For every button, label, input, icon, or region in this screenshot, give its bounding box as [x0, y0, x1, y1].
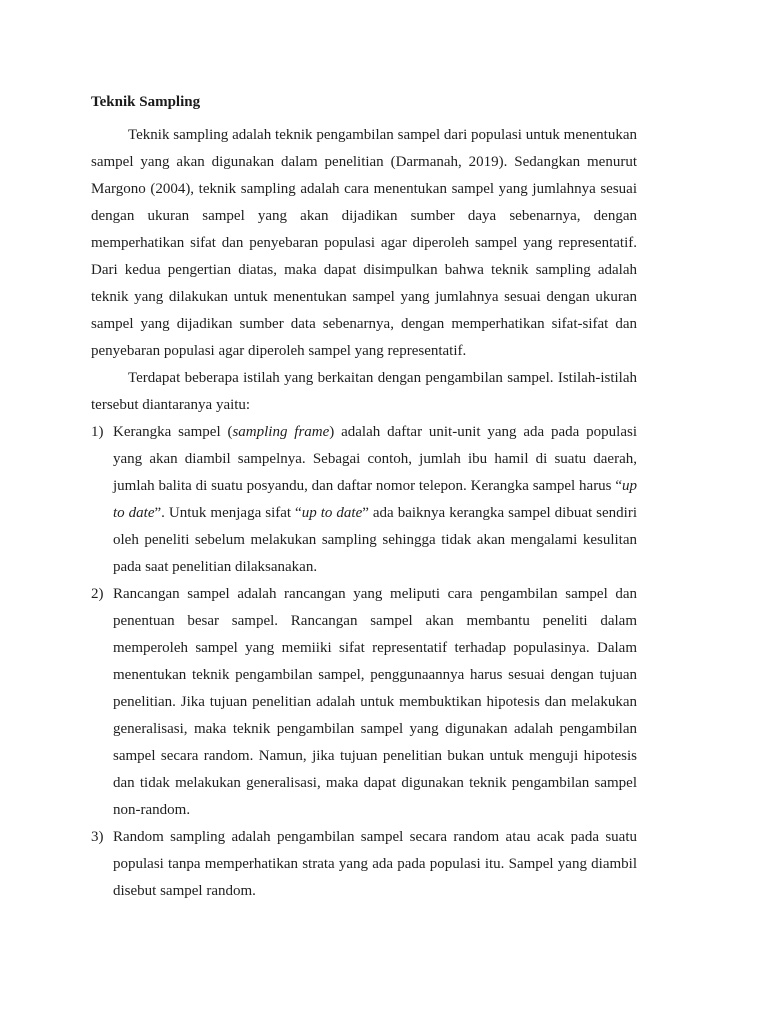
list-item [91, 824, 637, 905]
term-list [91, 419, 637, 905]
text-segment: ) adalah daftar unit-unit yang ada pada populasi yang akan diambil sampelnya. Sebagai contoh, jumlah ibu hamil di suatu daerah, jumlah balita di suatu posyandu, dan daftar nomor telepon. Kerangka sampel harus “ [113, 424, 637, 494]
list-number: 2) [91, 586, 104, 602]
italic-term: sampling frame [232, 424, 330, 440]
text-segment: Kerangka sampel ( [113, 424, 233, 440]
list-number: 3) [91, 829, 104, 845]
document-body [91, 122, 637, 905]
text-segment: ”. Untuk menjaga sifat “ [154, 505, 302, 521]
section-heading: Teknik Sampling [91, 94, 201, 110]
paragraph-intro-list: Terdapat beberapa istilah yang berkaitan dengan pengambilan sampel. Istilah-istilah tersebut diantaranya yaitu: [91, 370, 637, 413]
italic-term: up to date [301, 505, 363, 521]
list-item-text: Random sampling adalah pengambilan sampel secara random atau acak pada suatu populasi tanpa memperhatikan strata yang ada pada populasi itu. Sampel yang diambil disebut sampel random. [113, 829, 637, 899]
italic-term: up to date [113, 478, 637, 521]
list-number: 1) [91, 424, 104, 440]
paragraph-definition: Teknik sampling adalah teknik pengambilan sampel dari populasi untuk menentukan sampel yang akan digunakan dalam penelitian (Darmanah, 2019). Sedangkan menurut Margono (2004), teknik sampling adalah cara menentukan sampel yang jumlahnya sesuai dengan ukuran sampel yang akan dijadikan sumber daya sebenarnya, dengan memperhatikan sifat dan penyebaran populasi agar diperoleh sampel yang representatif. Dari kedua pengertian diatas, maka dapat disimpulkan bahwa teknik sampling adalah teknik yang dilakukan untuk menentukan sampel yang jumlahnya sesuai dengan ukuran sampel yang dijadikan sumber data sebenarnya, dengan memperhatikan sifat-sifat dan penyebaran populasi agar diperoleh sampel yang representatif. [91, 127, 637, 359]
list-item-text [113, 419, 637, 581]
list-item [91, 419, 637, 581]
list-item-text: Rancangan sampel adalah rancangan yang meliputi cara pengambilan sampel dan penentuan besar sampel. Rancangan sampel akan membantu peneliti dalam memperoleh sampel yang memiiki sifat representatif terhadap populasinya. Dalam menentukan teknik pengambilan sampel, penggunaannya harus sesuai dengan tujuan penelitian. Jika tujuan penelitian adalah untuk membuktikan hipotesis dan melakukan generalisasi, maka teknik pengambilan sampel yang digunakan adalah pengambilan sampel secara random. Namun, jika tujuan penelitian bukan untuk menguji hipotesis dan tidak melakukan generalisasi, maka dapat digunakan teknik pengambilan sampel non-random. [113, 586, 637, 818]
text-segment: ” ada baiknya kerangka sampel dibuat sendiri oleh peneliti sebelum melakukan sampling sehingga tidak akan mengalami kesulitan pada saat penelitian dilaksanakan. [113, 505, 637, 575]
list-item [91, 581, 637, 824]
